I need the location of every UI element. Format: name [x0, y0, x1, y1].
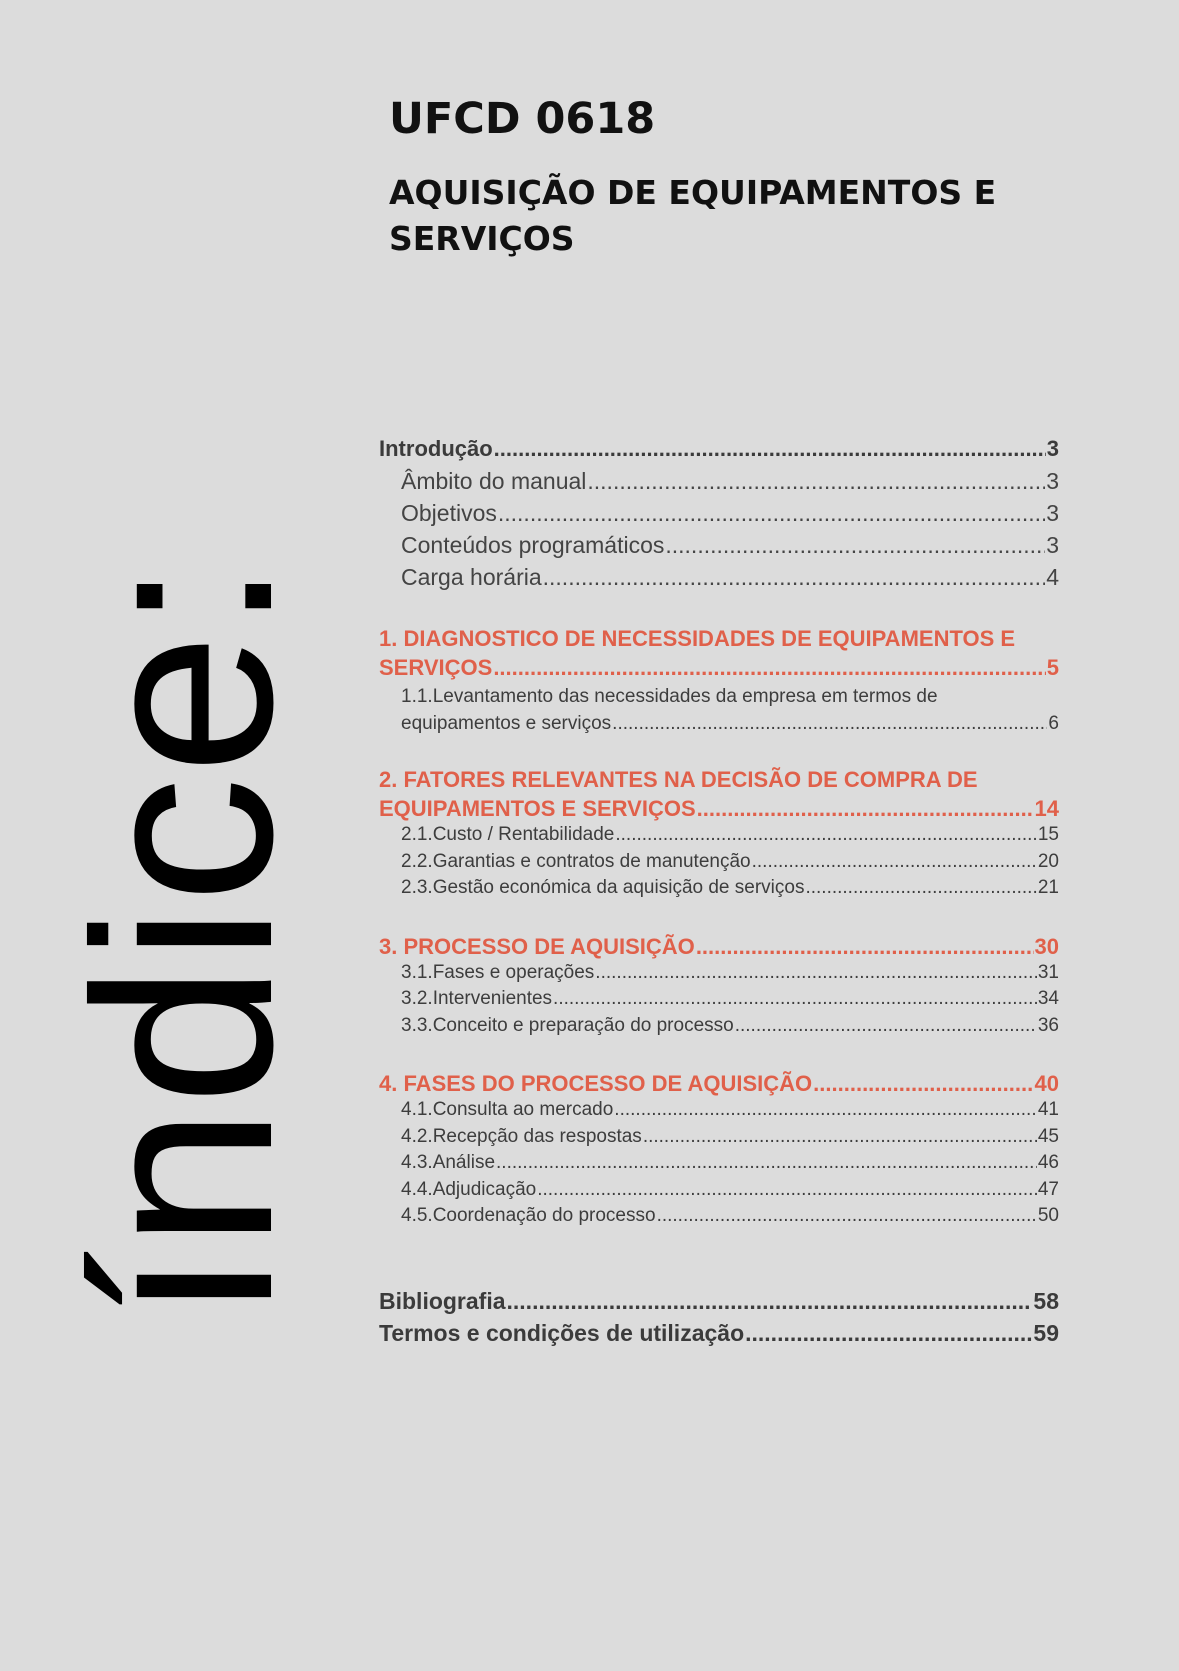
toc-entry-page: 3: [1046, 468, 1059, 494]
toc-leader-dots: [697, 794, 1034, 823]
toc-entry-2-3[interactable]: [379, 877, 1059, 904]
toc-leader-dots: [805, 877, 1036, 899]
toc-leader-dots: [657, 1205, 1037, 1227]
toc-leader-dots: [498, 500, 1045, 527]
toc-entry-termos[interactable]: [379, 1320, 1059, 1352]
toc-leader-dots: [507, 1288, 1033, 1315]
toc-entry-page: 5: [1046, 655, 1059, 680]
toc-entry-label: 3.3.Conceito e preparação do processo: [401, 1014, 734, 1036]
toc-entry-label: 2.1.Custo / Rentabilidade: [401, 824, 615, 845]
toc-entry-page: 3: [1046, 500, 1059, 526]
toc-entry-page: 4: [1046, 564, 1059, 590]
toc-section-title-line: EQUIPAMENTOS E SERVIÇOS: [379, 796, 696, 821]
toc-leader-dots: [537, 1179, 1037, 1201]
toc-section-4[interactable]: [379, 1069, 1059, 1099]
toc-entry-label: 4.2.Recepção das respostas: [401, 1125, 642, 1147]
toc-entry-page: 41: [1037, 1099, 1059, 1120]
toc-entry-page: 31: [1037, 961, 1059, 983]
toc-entry-bibliografia[interactable]: [379, 1288, 1059, 1320]
toc-entry-label: Termos e condições de utilização: [379, 1319, 745, 1346]
toc-leader-dots: [587, 468, 1045, 495]
toc-entry-page: 3: [1046, 532, 1059, 558]
toc-entry-page: 15: [1037, 824, 1059, 845]
toc-entry-2-2[interactable]: [379, 851, 1059, 878]
toc-leader-dots: [643, 1126, 1037, 1148]
document-code: UFCD 0618: [389, 94, 656, 144]
toc-entry-4-4[interactable]: [379, 1179, 1059, 1206]
toc-entry-3-2[interactable]: [379, 988, 1059, 1015]
toc-section-2[interactable]: [379, 765, 1059, 824]
toc-section-3[interactable]: [379, 932, 1059, 962]
toc-entry-label: 2.2.Garantias e contratos de manutenção: [401, 850, 751, 872]
table-of-contents: [379, 436, 1059, 1352]
toc-leader-dots: [745, 1320, 1032, 1347]
toc-entry-page: 30: [1034, 933, 1059, 959]
toc-entry-label: 3.2.Intervenientes: [401, 988, 553, 1009]
toc-entry-4-5[interactable]: [379, 1205, 1059, 1232]
toc-entry-3-3[interactable]: [379, 1015, 1059, 1042]
toc-section-title-line: SERVIÇOS: [379, 655, 493, 680]
toc-section-1[interactable]: [379, 624, 1059, 683]
toc-section-title-line: 1. DIAGNOSTICO DE NECESSIDADES DE EQUIPAMENTOS E: [379, 626, 1016, 651]
toc-entry-objetivos[interactable]: [379, 500, 1059, 532]
toc-entry-2-1[interactable]: [379, 824, 1059, 851]
toc-leader-dots: [614, 1099, 1037, 1121]
toc-entry-page: 3: [1046, 436, 1059, 461]
toc-entry-label: Introdução: [379, 436, 493, 461]
toc-leader-dots: [494, 436, 1046, 462]
toc-entry-page: 20: [1037, 850, 1059, 872]
toc-entry-page: 45: [1037, 1125, 1059, 1147]
toc-entry-page: 6: [1048, 713, 1059, 734]
side-title-indice: índice:: [41, 558, 325, 1322]
document-subtitle: AQUISIÇÃO DE EQUIPAMENTOS E SERVIÇOS: [389, 173, 997, 258]
toc-entry-label: 4.5.Coordenação do processo: [401, 1205, 656, 1226]
toc-leader-dots: [493, 653, 1045, 682]
toc-entry-4-2[interactable]: [379, 1126, 1059, 1153]
toc-entry-page: 14: [1034, 796, 1059, 821]
toc-entry-4-1[interactable]: [379, 1099, 1059, 1126]
toc-entry-conteudos[interactable]: [379, 532, 1059, 564]
toc-entry-page: 21: [1037, 877, 1059, 898]
toc-entry-label: Âmbito do manual: [401, 468, 587, 494]
toc-entry-page: 59: [1033, 1319, 1059, 1346]
toc-leader-dots: [543, 564, 1046, 591]
toc-entry-page: 50: [1037, 1205, 1059, 1226]
toc-entry-page: 58: [1033, 1287, 1059, 1314]
toc-leader-dots: [553, 988, 1037, 1010]
toc-entry-label: Carga horária: [401, 564, 542, 590]
toc-leader-dots: [496, 1152, 1037, 1174]
toc-entry-page: 34: [1037, 988, 1059, 1009]
toc-leader-dots: [595, 962, 1037, 984]
toc-entry-label: 3.1.Fases e operações: [401, 961, 595, 983]
toc-entry-label: Bibliografia: [379, 1287, 506, 1314]
toc-entry-label: equipamentos e serviços: [401, 713, 612, 734]
toc-entry-4-3[interactable]: [379, 1152, 1059, 1179]
toc-entry-label: 1.1.Levantamento das necessidades da empresa em termos de: [401, 686, 938, 707]
toc-section-title-line: 4. FASES DO PROCESSO DE AQUISIÇÃO: [379, 1071, 813, 1096]
toc-entry-carga-horaria[interactable]: [379, 564, 1059, 596]
toc-entry-page: 47: [1037, 1178, 1059, 1200]
toc-entry-1-1[interactable]: [379, 683, 1059, 737]
toc-section-title-line: 2. FATORES RELEVANTES NA DECISÃO DE COMPRA DE: [379, 767, 978, 792]
toc-leader-dots: [696, 932, 1034, 961]
toc-entry-label: 4.1.Consulta ao mercado: [401, 1099, 614, 1120]
toc-entry-label: 4.3.Análise: [401, 1152, 496, 1173]
toc-leader-dots: [615, 824, 1036, 846]
toc-entry-page: 40: [1034, 1071, 1059, 1096]
toc-leader-dots: [735, 1015, 1037, 1037]
toc-entry-label: 4.4.Adjudicação: [401, 1178, 537, 1200]
toc-entry-intro[interactable]: [379, 436, 1059, 468]
toc-entry-label: Conteúdos programáticos: [401, 532, 665, 558]
toc-entry-label: 2.3.Gestão económica da aquisição de serviços: [401, 877, 805, 898]
toc-leader-dots: [752, 851, 1037, 873]
toc-entry-label: Objetivos: [401, 500, 497, 526]
toc-leader-dots: [665, 532, 1045, 559]
toc-entry-ambito[interactable]: [379, 468, 1059, 500]
toc-section-title-line: 3. PROCESSO DE AQUISIÇÃO: [379, 933, 695, 959]
toc-leader-dots: [813, 1069, 1033, 1098]
toc-entry-page: 46: [1037, 1152, 1059, 1173]
toc-leader-dots: [612, 710, 1047, 737]
toc-entry-3-1[interactable]: [379, 962, 1059, 989]
toc-entry-page: 36: [1037, 1014, 1059, 1036]
